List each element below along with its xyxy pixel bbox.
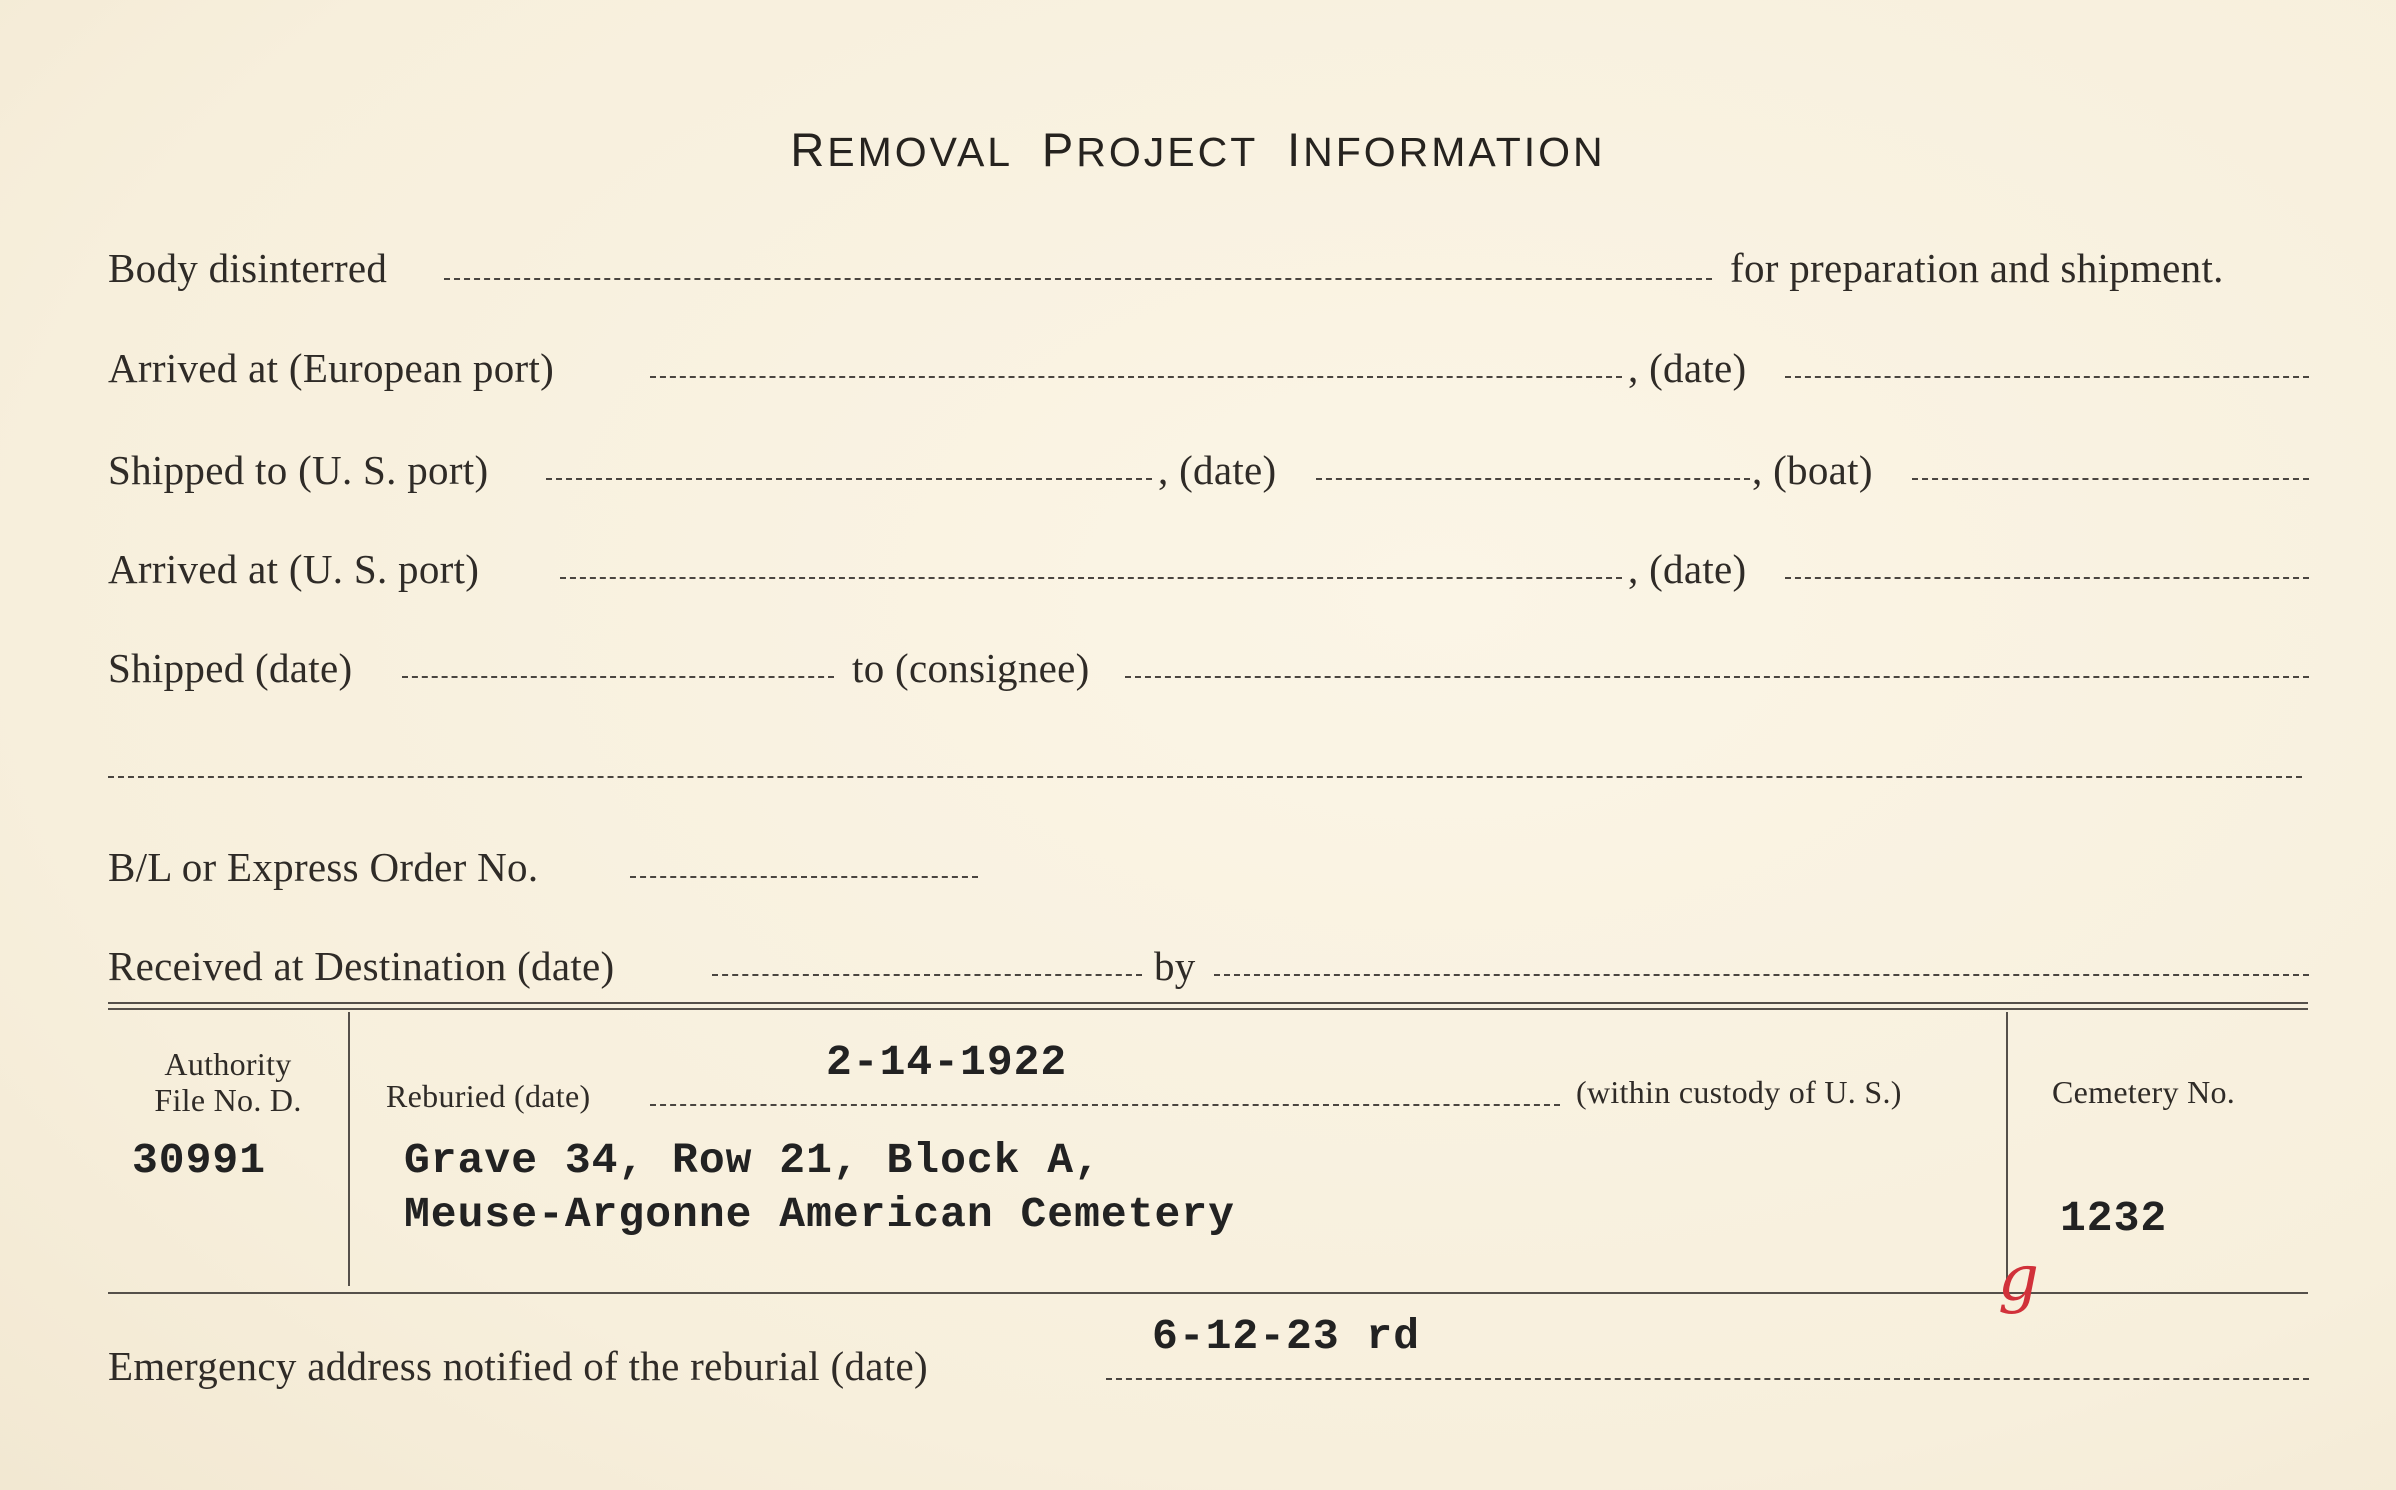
shipped-date-line [402,676,834,678]
file-number: 30991 [132,1136,267,1185]
shipped-us-port-label: Shipped to (U. S. port) [108,447,489,493]
preparation-label: for preparation and shipment. [1730,245,2224,291]
date-label: , (date) [1158,447,1277,493]
box-bottom-rule [108,1292,2308,1294]
bl-express-line [630,876,978,878]
body-disinterred-label: Body disinterred [108,245,388,291]
grave-location-line2: Meuse-Argonne American Cemetery [404,1190,1235,1239]
emergency-address-label: Emergency address notified of the reburial (date) [108,1343,928,1389]
box-divider-left [348,1012,350,1286]
ship-date-line [1316,478,1750,480]
body-disinterred-line [444,278,1712,280]
authority-file-label [108,1046,348,1118]
european-port-line [650,376,1622,378]
emergency-date: 6-12-23 rd [1152,1312,1421,1361]
received-by-line [1214,974,2309,976]
received-destination-label: Received at Destination (date) [108,943,615,989]
file-no-label: File No. D. [154,1082,302,1118]
arrived-us-port-line [560,577,1622,579]
box-top-rule [108,1002,2308,1004]
title-word: NFORMATION [1303,129,1606,175]
within-custody-label: (within custody of U. S.) [1576,1074,1902,1110]
form-title [0,122,2396,177]
arrived-us-port-label: Arrived at (U. S. port) [108,546,480,592]
red-pencil-mark: g [1998,1242,2039,1316]
title-initial: R [790,123,828,176]
reburied-date: 2-14-1922 [826,1038,1068,1087]
emergency-date-line [1106,1378,2309,1380]
cemetery-no-label: Cemetery No. [2052,1074,2236,1110]
date-label: , (date) [1628,546,1747,592]
reburied-label: Reburied (date) [386,1078,591,1114]
title-word: ROJECT [1076,129,1259,175]
us-port-line [546,478,1152,480]
authority-label: Authority [164,1046,292,1082]
arrived-european-port-label: Arrived at (European port) [108,345,555,391]
consignee-line [1125,676,2309,678]
title-initial: I [1287,123,1304,176]
title-word: EMOVAL [827,129,1014,175]
arrived-us-date-line [1785,577,2309,579]
received-date-line [712,974,1142,976]
boat-line [1912,478,2309,480]
bl-express-label: B/L or Express Order No. [108,844,539,890]
title-initial: P [1041,123,1077,176]
boat-label: , (boat) [1752,447,1873,493]
european-date-line [1785,376,2309,378]
consignee-continuation-line [108,776,2302,778]
shipped-date-label: Shipped (date) [108,645,353,691]
consignee-label: to (consignee) [852,645,1090,691]
reburied-date-line [650,1104,1560,1106]
date-label: , (date) [1628,345,1747,391]
grave-location-line1: Grave 34, Row 21, Block A, [404,1136,1101,1185]
box-top-rule-double [108,1008,2308,1010]
by-label: by [1154,943,1196,989]
cemetery-number: 1232 [2060,1194,2168,1243]
